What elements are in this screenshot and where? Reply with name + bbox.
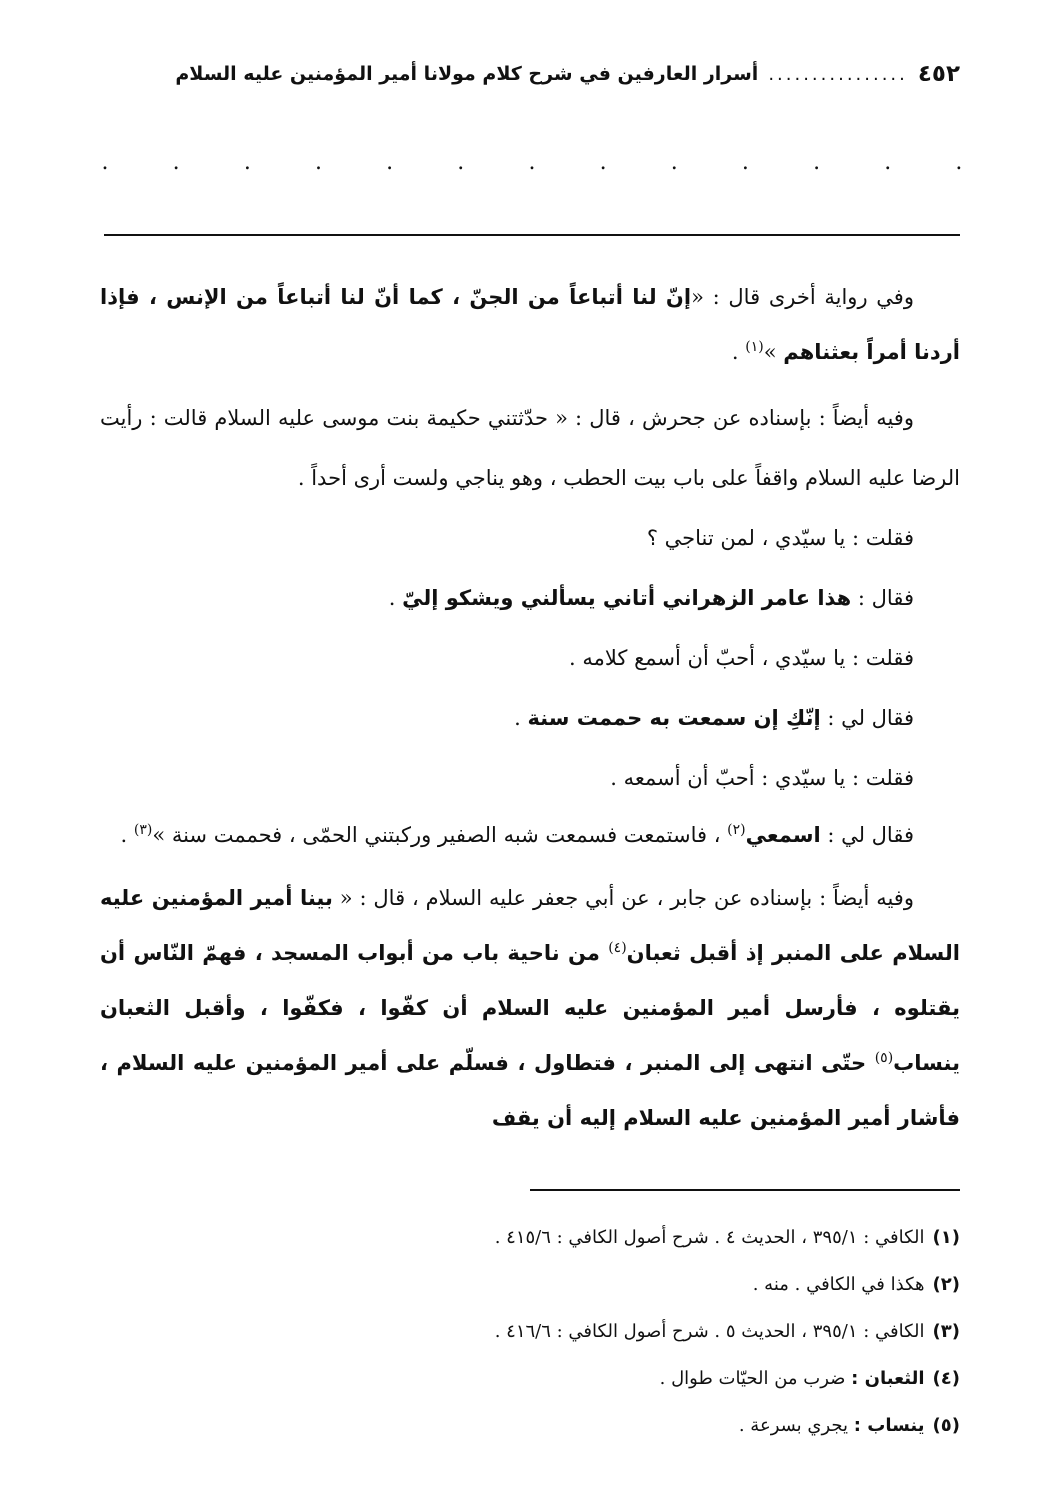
separator-dot: . [670,150,678,175]
footnote-5 [100,1402,960,1449]
footnote-text: هكذا في الكافي . منه . [752,1274,925,1295]
quoted-hadith: بينا أمير المؤمنين عليه السلام على المنبر إذ أقبل ثعبان [100,886,960,965]
quoted-hadith: حتّى انتهى إلى المنبر ، فتطاول ، فسلّم على أمير المؤمنين عليه السلام ، فأشار أمير المؤمنين عليه السلام إليه أن يقف [100,1051,960,1130]
separator-dot: . [457,150,465,175]
header-leader-dots: ................ [768,63,908,85]
footnote-number: (٤) [932,1368,960,1389]
dialogue-line-6 [100,808,960,863]
dialogue-lead: فقال : [851,586,914,610]
dialogue-tail: . [388,586,403,610]
separator-dot: . [813,150,821,175]
dialogue-line-4 [100,688,960,748]
dialogue-lead: فقال لي : [820,706,914,730]
paragraph-hakima-narration: وفيه أيضاً : بإسناده عن جحرش ، قال : « حدّثتني حكيمة بنت موسى عليه السلام قالت : رأيت الرضا عليه السلام واقفاً على باب بيت الحطب ، وهو يناجي ولست أرى أحداً . [100,406,960,490]
dialogue-line-3: فقلت : يا سيّدي ، أحبّ أن أسمع كلامه . [569,646,914,670]
footnote-term: ينساب : [853,1415,925,1436]
separator-dot: . [243,150,251,175]
footnote-text: الكافي : ٣٩٥/١ ، الحديث ٤ . شرح أصول الكافي : ٤١٥/٦ . [494,1227,925,1248]
separator-dot: . [955,150,963,175]
separator-dot: . [528,150,536,175]
separator-dot: . [386,150,394,175]
footnotes [100,1214,960,1449]
footnote-ref-3[interactable]: (٣) [133,822,153,838]
footnote-3 [100,1308,960,1355]
paragraph-serpent-narration [100,871,960,1146]
dialogue-tail: ، فاستمعت فسمعت شبه الصفير وركبتني الحمّى ، فحممت سنة » [152,823,728,847]
footnote-ref-5[interactable]: (٥) [874,1050,894,1066]
dialogue-line-5: فقلت : يا سيّدي : أحبّ أن أسمعه . [610,766,914,790]
dialogue-end: . [120,823,134,847]
paragraph-jinn-followers [100,270,960,380]
quoted-speech: اسمعي [745,823,821,847]
separator-dot: . [741,150,749,175]
separator-dot: . [101,150,109,175]
footnote-ref-1[interactable]: (١) [745,339,764,355]
dotted-separator [100,152,964,174]
separator-dot: . [314,150,322,175]
footnote-text: ضرب من الحيّات طوال . [659,1368,852,1389]
page-number: ٤٥٢ [917,61,960,87]
footnote-rule [530,1189,960,1191]
dialogue-line-1: فقلت : يا سيّدي ، لمن تناجي ؟ [646,526,914,550]
closing-quote: » [763,340,784,364]
footnote-text: الكافي : ٣٩٥/١ ، الحديث ٥ . شرح أصول الكافي : ٤١٦/٦ . [494,1321,925,1342]
footnote-2 [100,1261,960,1308]
separator-dot: . [599,150,607,175]
dialogue-tail: . [514,706,528,730]
footnote-ref-2[interactable]: (٢) [727,822,746,838]
paragraph-tail: . [731,340,746,364]
footnote-text: يجري بسرعة . [738,1415,854,1436]
footnote-term: الثعبان : [851,1368,925,1389]
page-header [100,52,960,96]
quoted-hadith: من ناحية باب من أبواب المسجد ، فهمّ النّاس أن يقتلوه ، فأرسل أمير المؤمنين عليه السلام أن كفّوا ، فكفّوا ، وأقبل الثعبان ينساب [100,941,960,1075]
footnote-number: (٢) [932,1274,960,1295]
quoted-hadith: إنّ لنا أتباعاً من الجنّ ، كما أنّ لنا أتباعاً من الإنس ، فإذا أردنا أمراً بعثناهم [100,285,960,364]
footnote-number: (١) [932,1227,960,1248]
paragraph-lead: وفي رواية أخرى قال : « [691,285,914,309]
footnote-number: (٥) [932,1415,960,1436]
footnote-1 [100,1214,960,1261]
paragraph-lead: وفيه أيضاً : بإسناده عن جابر ، عن أبي جعفر عليه السلام ، قال : « [332,886,914,910]
separator-dot: . [172,150,180,175]
footnote-ref-4[interactable]: (٤) [608,940,627,956]
running-title: أسرار العارفين في شرح كلام مولانا أمير المؤمنين عليه السلام [175,63,759,85]
quoted-speech: إنّكِ إن سمعت به حممت سنة [527,706,821,730]
separator-dot: . [884,150,892,175]
dialogue-lead: فقال لي : [820,823,914,847]
dialogue-line-2 [100,568,960,628]
quoted-speech: هذا عامر الزهراني أتاني يسألني ويشكو إليّ [402,586,852,610]
header-rule [104,234,960,236]
footnote-number: (٣) [932,1321,960,1342]
main-text [100,270,960,1154]
footnote-4 [100,1355,960,1402]
